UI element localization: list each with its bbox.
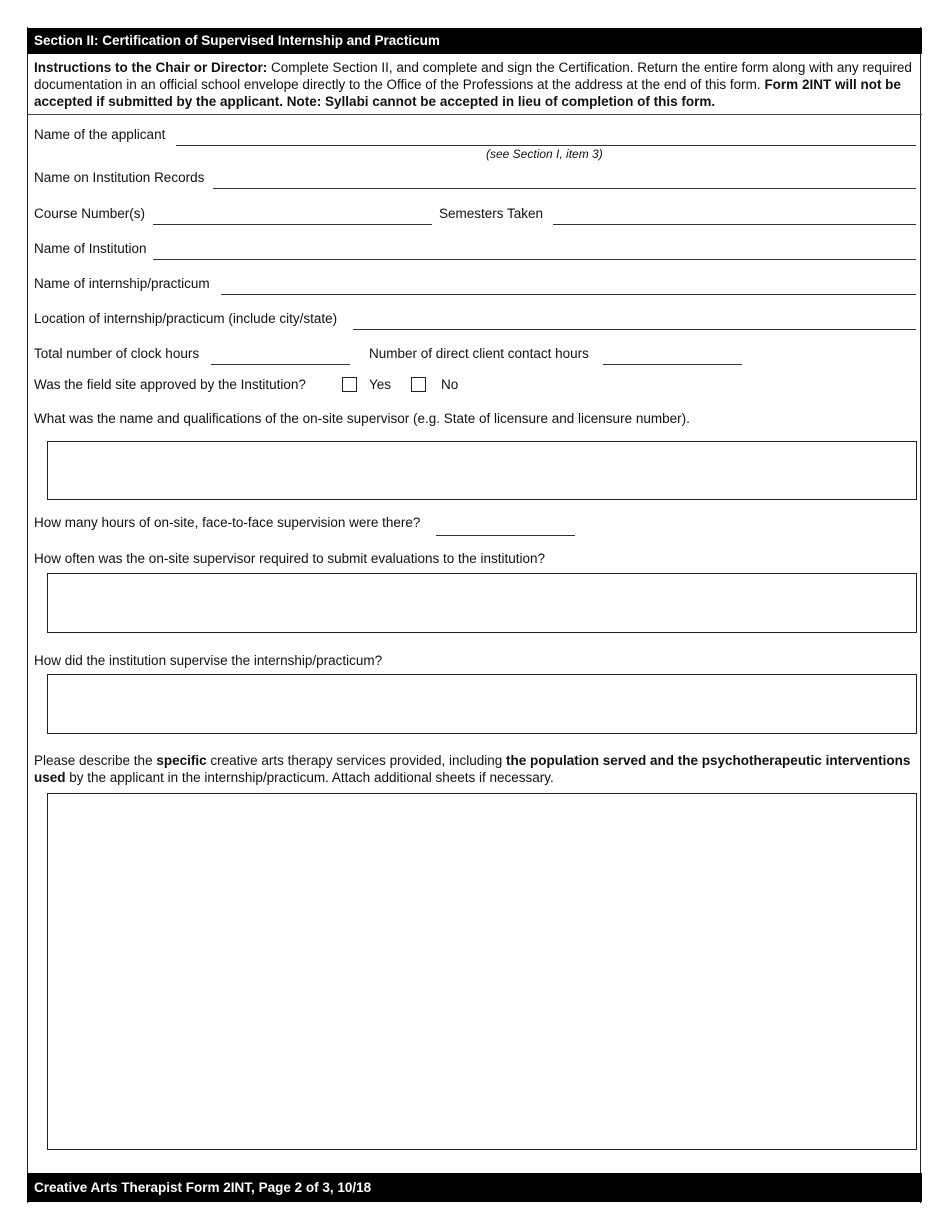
site-approved-question: Was the field site approved by the Institution?: [34, 377, 306, 392]
site-approved-no-checkbox[interactable]: [411, 377, 426, 392]
internship-name-field[interactable]: [221, 294, 916, 295]
institution-name-label: Name of Institution: [34, 241, 147, 256]
supervisor-question-label: What was the name and qualifications of the on-site supervisor (e.g. State of licensure and licensure number).: [34, 411, 690, 426]
form-footer: Creative Arts Therapist Form 2INT, Page 2 of 3, 10/18: [27, 1173, 922, 1202]
applicant-name-field[interactable]: [176, 145, 916, 146]
instructions-warning: Form 2INT will not be accepted if submitted by the applicant. Note: Syllabi cannot be accepted in lieu of completion of this form.: [34, 77, 901, 109]
clock-hours-label: Total number of clock hours: [34, 346, 200, 361]
client-contact-hours-label: Number of direct client contact hours: [369, 346, 589, 361]
evaluation-frequency-box[interactable]: [47, 573, 917, 633]
semesters-taken-label: Semesters Taken: [439, 206, 544, 221]
institution-name-field[interactable]: [153, 259, 916, 260]
course-numbers-field[interactable]: [153, 224, 432, 225]
supervisor-answer-box[interactable]: [47, 441, 917, 500]
instructions: [34, 59, 918, 110]
institution-records-label: Name on Institution Records: [34, 170, 205, 185]
institution-records-field[interactable]: [213, 188, 916, 189]
services-description-box[interactable]: [47, 793, 917, 1150]
applicant-name-note: (see Section I, item 3): [486, 147, 603, 161]
evaluation-frequency-label: How often was the on-site supervisor required to submit evaluations to the institution?: [34, 551, 546, 566]
section-title: Section II: Certification of Supervised Internship and Practicum: [27, 28, 922, 54]
internship-name-label: Name of internship/practicum: [34, 276, 210, 291]
internship-location-label: Location of internship/practicum (include city/state): [34, 311, 338, 326]
internship-location-field[interactable]: [353, 329, 916, 330]
client-contact-hours-field[interactable]: [603, 364, 742, 365]
supervision-hours-field[interactable]: [436, 535, 575, 536]
services-description-label: Please describe the specific creative arts therapy services provided, including the population served and the psychotherapeutic interventions used by the applicant in the internship/practicum. Attach additional sheets if necessary.: [34, 753, 911, 785]
clock-hours-field[interactable]: [211, 364, 350, 365]
divider: [27, 114, 922, 115]
instructions-lead: Instructions to the Chair or Director:: [34, 60, 268, 75]
semesters-taken-field[interactable]: [553, 224, 916, 225]
site-approved-yes-label: Yes: [369, 377, 392, 392]
site-approved-no-label: No: [441, 377, 459, 392]
course-numbers-label: Course Number(s): [34, 206, 146, 221]
supervision-hours-label: How many hours of on-site, face-to-face supervision were there?: [34, 515, 421, 530]
site-approved-yes-checkbox[interactable]: [342, 377, 357, 392]
applicant-name-label: Name of the applicant: [34, 127, 166, 142]
institution-supervision-box[interactable]: [47, 674, 917, 734]
institution-supervision-label: How did the institution supervise the internship/practicum?: [34, 653, 383, 668]
instructions-body: Complete Section II, and complete and sign the Certification. Return the entire form along with any required documentation in an official school envelope directly to the Office of the Professions at the address at the end of this form.: [34, 60, 912, 92]
